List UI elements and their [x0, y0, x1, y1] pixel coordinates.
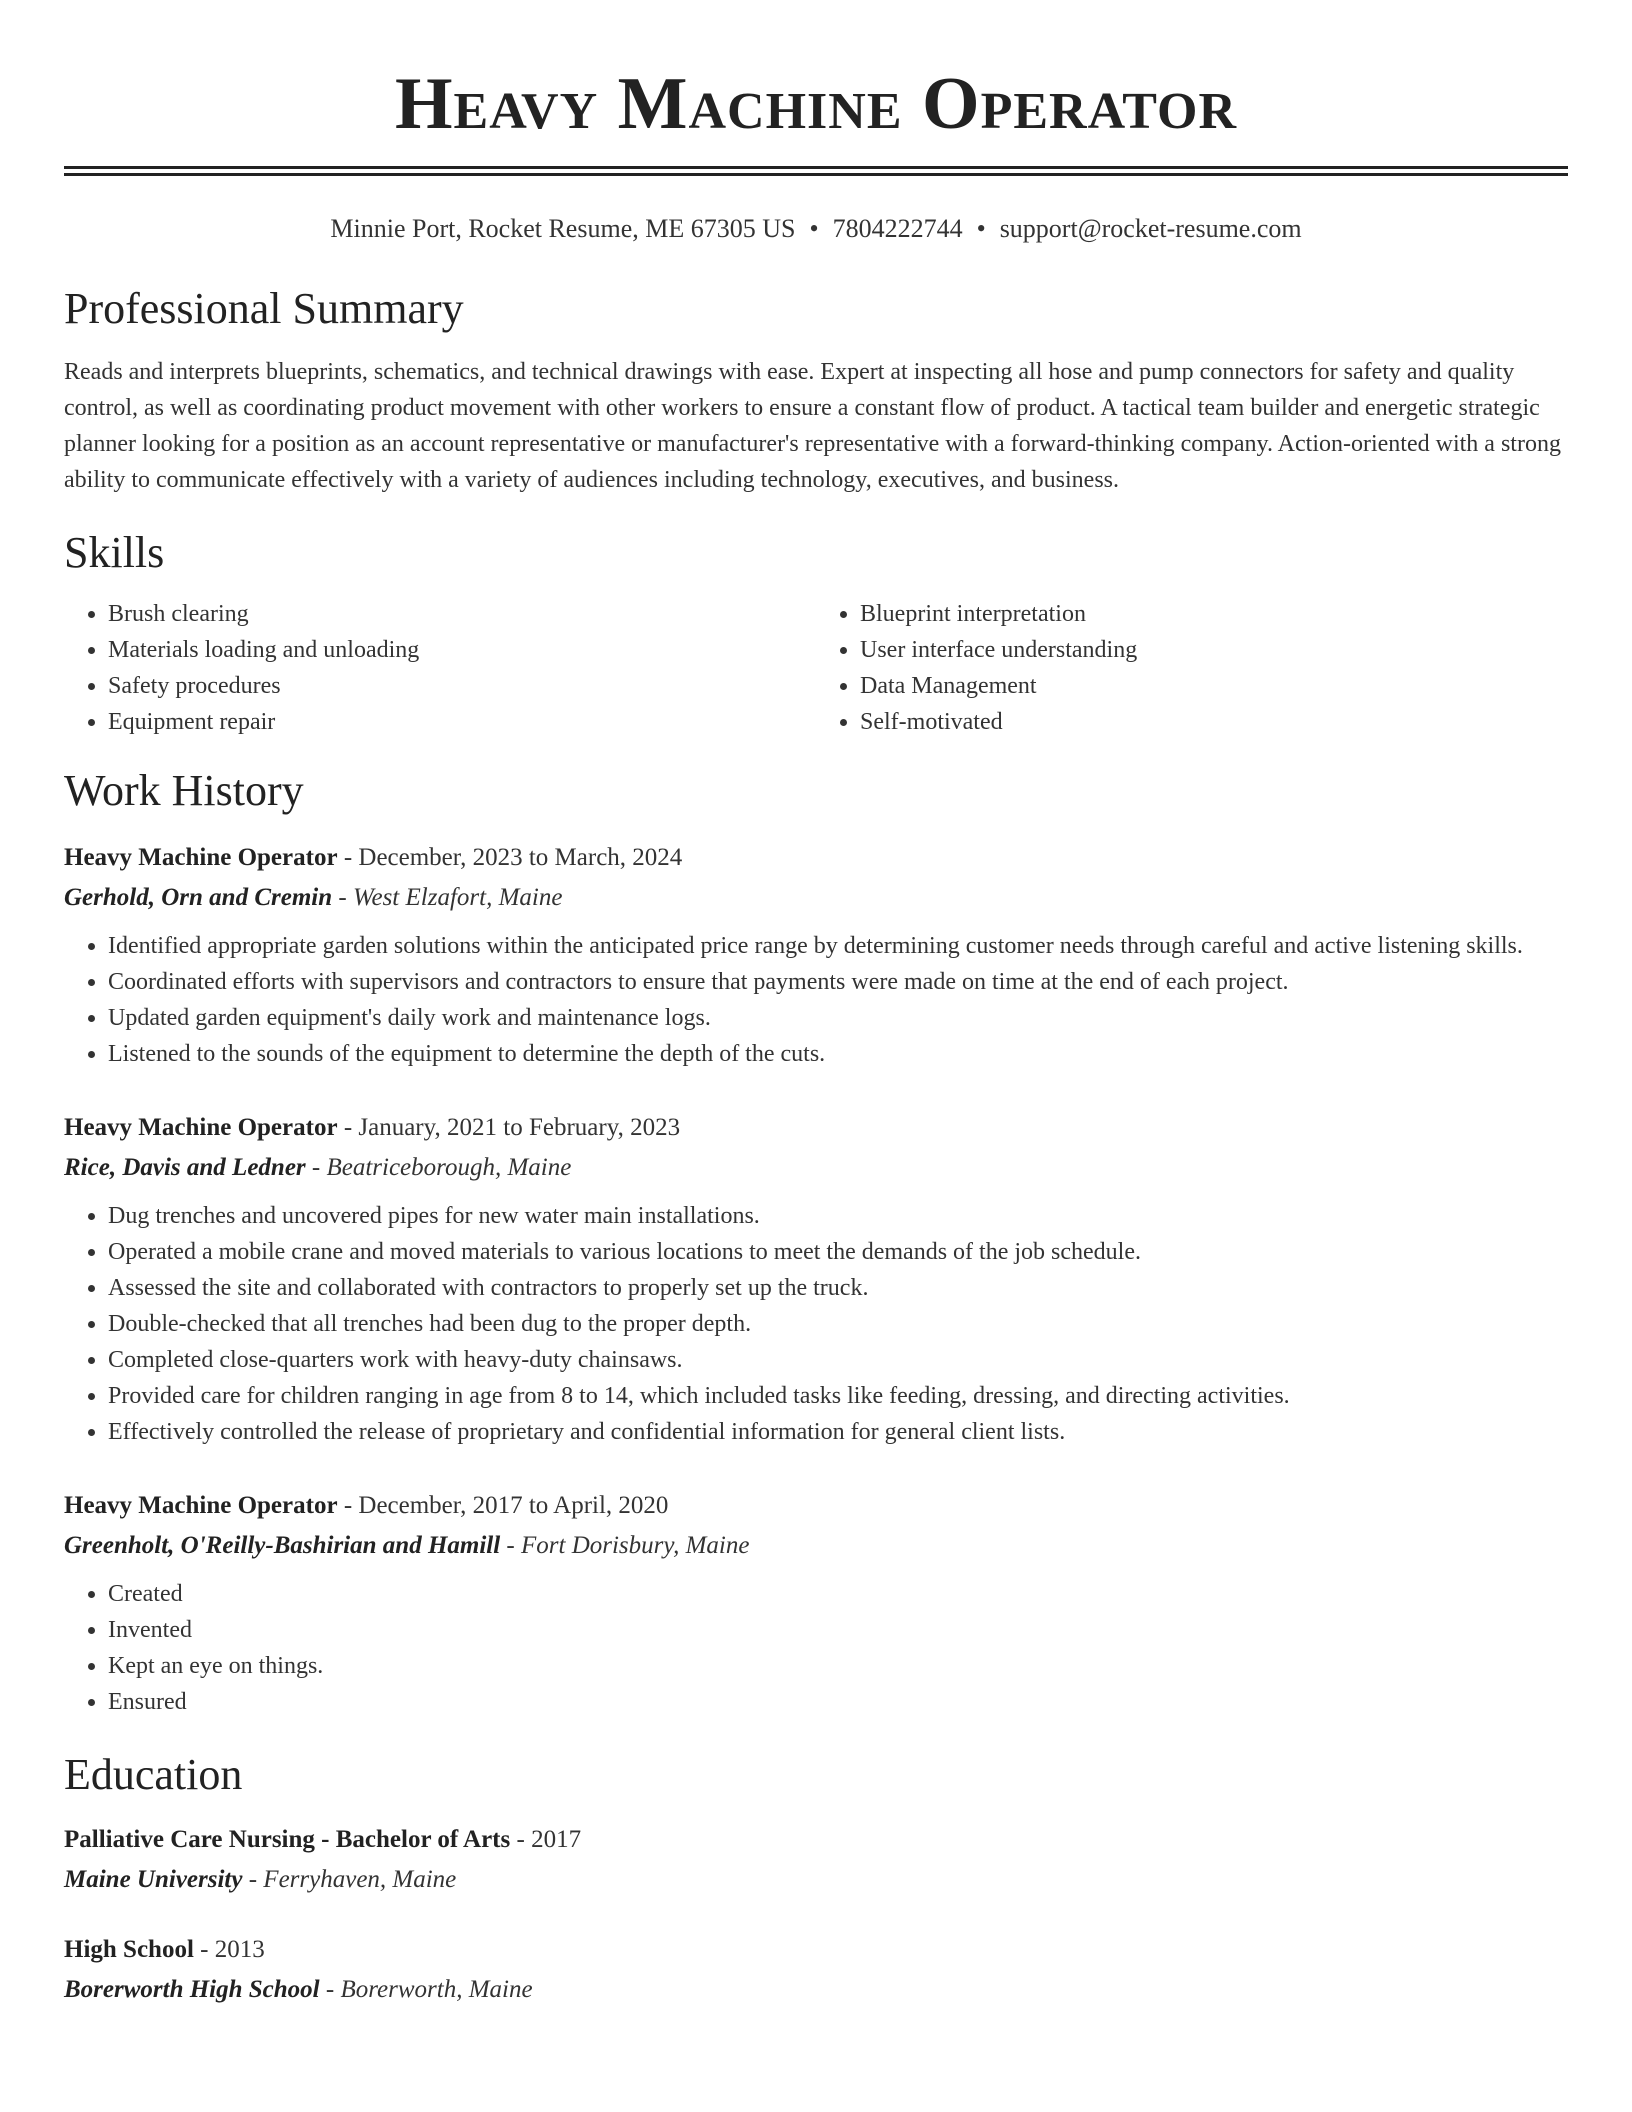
duty-item: • Provided care for children ranging in age from 8 to 14, which included tasks like feeding, dressing, and directing activities.: [108, 1378, 1568, 1414]
job-location: Beatriceborough, Maine: [326, 1154, 572, 1181]
skill-item: • Brush clearing: [108, 596, 816, 632]
resume-name: Heavy Machine Operator: [394, 63, 1238, 145]
duty-item: • Ensured: [108, 1684, 1568, 1720]
job-title: Heavy Machine Operator: [64, 1492, 338, 1519]
summary-text: Reads and interprets blueprints, schematics, and technical drawings with ease. Expert at inspecting all hose and pump connectors for safety and quality control, as well as coordinating product movement with other workers to ensure a constant flow of product. A tactical team builder and energetic strategic planner looking for a position as an account representative or manufacturer's representative with a forward-thinking company. Action-oriented with a strong ability to communicate effectively with a variety of audiences including technology, executives, and business.: [64, 359, 1561, 493]
education-entry: [64, 1930, 1568, 2010]
education-header: Palliative Care Nursing - Bachelor of Arts - 2017: [64, 1826, 582, 1853]
job-entry: [64, 1486, 1568, 1720]
skill-item: • Blueprint interpretation: [860, 596, 1568, 632]
duty-item: • Coordinated efforts with supervisors and contractors to ensure that payments were made on time at the end of each project.: [108, 964, 1568, 1000]
education-degree: High School: [64, 1936, 194, 1963]
contact-line: [64, 214, 1568, 244]
skill-item: • User interface understanding: [860, 632, 1568, 668]
job-title: Heavy Machine Operator: [64, 844, 338, 871]
summary-heading: Professional Summary: [64, 284, 464, 333]
job-header: Heavy Machine Operator - December, 2017 to April, 2020: [64, 1492, 669, 1519]
job-dates: December, 2023 to March, 2024: [358, 844, 683, 871]
skill-item: • Data Management: [860, 668, 1568, 704]
job-employer: Greenholt, O'Reilly-Bashirian and Hamill - Fort Dorisbury, Maine: [64, 1532, 750, 1559]
job-header: Heavy Machine Operator - January, 2021 to February, 2023: [64, 1114, 681, 1141]
education-institution: Borerworth High School - Borerworth, Maine: [64, 1976, 533, 2003]
education-year: 2013: [214, 1936, 265, 1963]
skill-item: • Safety procedures: [108, 668, 816, 704]
job-duties: [64, 1576, 1568, 1720]
job-duties: [64, 928, 1568, 1072]
job-entry: [64, 838, 1568, 1072]
education-location: Borerworth, Maine: [340, 1976, 533, 2003]
duty-item: • Double-checked that all trenches had been dug to the proper depth.: [108, 1306, 1568, 1342]
job-employer: Rice, Davis and Ledner - Beatriceborough, Maine: [64, 1154, 572, 1181]
header-divider: [64, 166, 1568, 176]
job-company: Greenholt, O'Reilly-Bashirian and Hamill: [64, 1532, 501, 1559]
education-school: Maine University: [64, 1866, 243, 1893]
contact-address: Minnie Port, Rocket Resume, ME 67305 US: [330, 214, 796, 243]
skill-item: • Self-motivated: [860, 704, 1568, 740]
duty-item: • Operated a mobile crane and moved materials to various locations to meet the demands of the job schedule.: [108, 1234, 1568, 1270]
contact-separator: •: [976, 214, 986, 243]
work-history-heading: Work History: [64, 766, 304, 815]
contact-separator: •: [809, 214, 819, 243]
education-heading: Education: [64, 1750, 243, 1799]
education-location: Ferryhaven, Maine: [263, 1866, 457, 1893]
skills-column-left: [64, 596, 816, 740]
contact-phone: 7804222744: [832, 214, 963, 243]
education-header: High School - 2013: [64, 1936, 265, 1963]
job-entry: [64, 1108, 1568, 1450]
duty-item: • Effectively controlled the release of proprietary and confidential information for general client lists.: [108, 1414, 1568, 1450]
skill-item: • Equipment repair: [108, 704, 816, 740]
duty-item: • Identified appropriate garden solutions within the anticipated price range by determining customer needs through careful and active listening skills.: [108, 928, 1568, 964]
duty-item: • Invented: [108, 1612, 1568, 1648]
job-employer: Gerhold, Orn and Cremin - West Elzafort, Maine: [64, 884, 563, 911]
duty-item: • Updated garden equipment's daily work and maintenance logs.: [108, 1000, 1568, 1036]
duty-item: • Listened to the sounds of the equipment to determine the depth of the cuts.: [108, 1036, 1568, 1072]
skill-item: • Materials loading and unloading: [108, 632, 816, 668]
contact-email: support@rocket-resume.com: [999, 214, 1302, 243]
duty-item: • Dug trenches and uncovered pipes for new water main installations.: [108, 1198, 1568, 1234]
duty-item: • Created: [108, 1576, 1568, 1612]
skills-column-right: [816, 596, 1568, 740]
job-duties: [64, 1198, 1568, 1450]
duty-item: • Completed close-quarters work with heavy-duty chainsaws.: [108, 1342, 1568, 1378]
job-header: Heavy Machine Operator - December, 2023 to March, 2024: [64, 844, 683, 871]
education-degree: Palliative Care Nursing - Bachelor of Arts: [64, 1826, 511, 1853]
duty-item: • Kept an eye on things.: [108, 1648, 1568, 1684]
job-dates: January, 2021 to February, 2023: [358, 1114, 681, 1141]
skills-heading: Skills: [64, 528, 165, 577]
job-location: West Elzafort, Maine: [352, 884, 563, 911]
job-company: Rice, Davis and Ledner: [64, 1154, 306, 1181]
job-dates: December, 2017 to April, 2020: [358, 1492, 669, 1519]
job-company: Gerhold, Orn and Cremin: [64, 884, 333, 911]
education-year: 2017: [531, 1826, 582, 1853]
education-school: Borerworth High School: [64, 1976, 320, 2003]
education-institution: Maine University - Ferryhaven, Maine: [64, 1866, 457, 1893]
duty-item: • Assessed the site and collaborated with contractors to properly set up the truck.: [108, 1270, 1568, 1306]
job-location: Fort Dorisbury, Maine: [521, 1532, 750, 1559]
skills-list: [64, 596, 1568, 740]
job-title: Heavy Machine Operator: [64, 1114, 338, 1141]
education-entry: [64, 1820, 1568, 1900]
